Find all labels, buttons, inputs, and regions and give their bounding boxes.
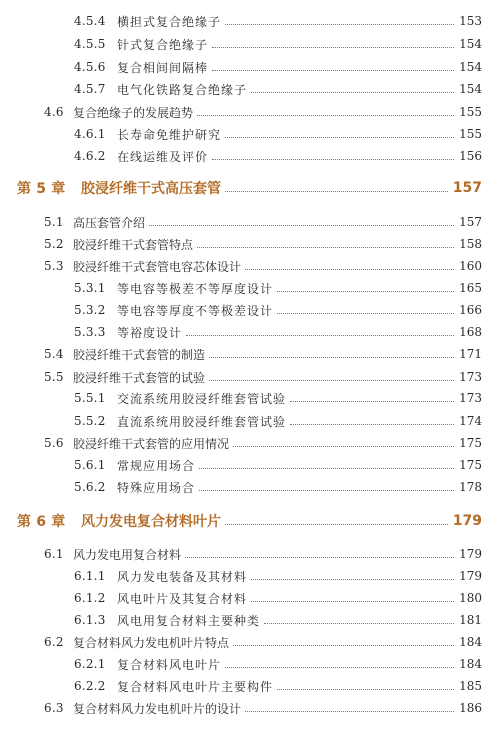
toc-subsection-entry [0,80,504,98]
toc-page-number: 180 [456,591,482,605]
toc-page-number: 179 [456,547,482,561]
toc-entry-title: 长寿命免维护研究 [117,127,222,142]
toc-entry-title: 在线运维及评价 [117,149,209,164]
toc-entry-title: 常规应用场合 [117,458,196,473]
dot-leader [225,190,448,192]
dot-leader [290,400,454,402]
dot-leader [225,136,454,138]
toc-page-number: 179 [456,569,482,583]
dot-leader [264,622,454,624]
dot-leader [212,69,454,71]
toc-subsection-entry [0,456,504,474]
toc-page-number: 171 [456,347,482,361]
toc-entry-number: 5.5.2 [74,414,106,428]
toc-entry-title: 复合材料风力发电机叶片特点 [73,635,230,650]
toc-entry-number: 6.2.1 [74,657,106,671]
toc-chapter-entry [0,176,504,200]
toc-page-number: 155 [456,105,482,119]
toc-page-number: 155 [456,127,482,141]
dot-leader [186,334,454,336]
toc-entry-number: 5.2 [44,237,64,251]
dot-leader [251,600,454,602]
toc-entry-title: 复合材料风力发电机叶片的设计 [73,701,242,716]
toc-page-number: 160 [456,259,482,273]
toc-section-entry [0,257,504,275]
toc-section-entry [0,103,504,121]
toc-subsection-entry [0,147,504,165]
toc-entry-title: 复合绝缘子的发展趋势 [73,105,194,120]
toc-entry-number: 4.6.2 [74,149,106,163]
toc-entry-title: 针式复合绝缘子 [117,37,209,52]
toc-entry-number: 5.3.2 [74,303,106,317]
toc-entry-number: 5.6.2 [74,480,106,494]
toc-entry-title: 复合材料风电叶片主要构件 [117,679,274,694]
toc-section-entry [0,633,504,651]
toc-entry-title: 高压套管介绍 [73,215,146,230]
dot-leader [277,290,454,292]
toc-page-number: 156 [456,149,482,163]
toc-entry-title: 胶浸纤维干式套管电容芯体设计 [73,259,242,274]
dot-leader [245,710,454,712]
dot-leader [277,688,454,690]
dot-leader [225,666,454,668]
toc-subsection-entry [0,567,504,585]
toc-entry-number: 4.5.5 [74,37,106,51]
toc-subsection-entry [0,611,504,629]
toc-entry-number: 4.6 [44,105,64,119]
toc-section-entry [0,699,504,717]
toc-page-number: 154 [456,60,482,74]
toc-entry-number: 5.1 [44,215,64,229]
dot-leader [290,423,454,425]
toc-subsection-entry [0,35,504,53]
toc-page-number: 174 [456,414,482,428]
toc-page-number: 168 [456,325,482,339]
toc-subsection-entry [0,389,504,407]
dot-leader [197,246,454,248]
toc-subsection-entry [0,589,504,607]
toc-subsection-entry [0,412,504,430]
dot-leader [225,23,454,25]
toc-page-number: 154 [456,82,482,96]
toc-entry-title: 等电容等厚度不等极差设计 [117,303,274,318]
toc-section-entry [0,235,504,253]
dot-leader [225,523,448,525]
toc-page-number: 158 [456,237,482,251]
toc-entry-number: 5.3.3 [74,325,106,339]
toc-entry-number: 6.2 [44,635,64,649]
toc-section-entry [0,368,504,386]
dot-leader [199,489,454,491]
dot-leader [197,114,454,116]
dot-leader [277,312,454,314]
toc-section-entry [0,213,504,231]
toc-subsection-entry [0,279,504,297]
toc-entry-title: 等裕度设计 [117,325,183,340]
toc-entry-number: 5.5.1 [74,391,106,405]
toc-entry-title: 电气化铁路复合绝缘子 [117,82,248,97]
dot-leader [209,356,454,358]
toc-page-number: 186 [456,701,482,715]
toc-page-number: 179 [450,513,482,529]
toc-subsection-entry [0,677,504,695]
toc-page-number: 175 [456,436,482,450]
toc-page-number: 178 [456,480,482,494]
toc-entry-title: 交流系统用胶浸纤维套管试验 [117,391,287,406]
toc-page-number: 184 [456,657,482,671]
dot-leader [212,46,454,48]
toc-entry-number: 第 6 章 [17,514,66,530]
toc-section-entry [0,345,504,363]
toc-entry-title: 风电叶片及其复合材料 [117,591,248,606]
dot-leader [251,91,454,93]
dot-leader [245,268,454,270]
toc-entry-title: 胶浸纤维干式套管的应用情况 [73,436,230,451]
toc-entry-title: 胶浸纤维干式套管的试验 [73,370,206,385]
toc-subsection-entry [0,655,504,673]
toc-entry-title: 风力发电装备及其材料 [117,569,248,584]
toc-entry-number: 第 5 章 [17,181,66,197]
toc-subsection-entry [0,58,504,76]
toc-entry-title: 复合材料风电叶片 [117,657,222,672]
toc-page-number: 173 [456,391,482,405]
toc-entry-number: 5.3.1 [74,281,106,295]
toc-entry-title: 风力发电用复合材料 [73,547,182,562]
toc-entry-title: 风力发电复合材料叶片 [81,511,223,531]
toc-page-number: 157 [450,180,482,196]
dot-leader [233,445,454,447]
toc-entry-number: 4.5.7 [74,82,106,96]
toc-entry-title: 风电用复合材料主要种类 [117,613,261,628]
toc-entry-title: 复合相间间隔棒 [117,60,209,75]
toc-page-number: 157 [456,215,482,229]
toc-entry-title: 胶浸纤维干式高压套管 [81,178,223,198]
toc-page-number: 184 [456,635,482,649]
dot-leader [149,224,454,226]
toc-entry-title: 胶浸纤维干式套管特点 [73,237,194,252]
dot-leader [199,467,454,469]
toc-chapter-entry [0,509,504,533]
toc-entry-number: 6.3 [44,701,64,715]
dot-leader [185,556,454,558]
toc-section-entry [0,434,504,452]
toc-subsection-entry [0,12,504,30]
toc-entry-number: 4.5.6 [74,60,106,74]
toc-entry-number: 6.2.2 [74,679,106,693]
toc-entry-number: 6.1.3 [74,613,106,627]
toc-subsection-entry [0,478,504,496]
toc-entry-title: 等电容等极差不等厚度设计 [117,281,274,296]
toc-entry-number: 4.6.1 [74,127,106,141]
toc-entry-number: 5.6.1 [74,458,106,472]
toc-page-number: 185 [456,679,482,693]
toc-page-number: 175 [456,458,482,472]
toc-entry-number: 5.4 [44,347,64,361]
toc-subsection-entry [0,323,504,341]
dot-leader [209,379,454,381]
toc-page-number: 181 [456,613,482,627]
toc-subsection-entry [0,125,504,143]
toc-page-number: 153 [456,14,482,28]
toc-entry-title: 横担式复合绝缘子 [117,14,222,29]
toc-entry-number: 6.1 [44,547,64,561]
toc-page-number: 173 [456,370,482,384]
toc-entry-number: 4.5.4 [74,14,106,28]
toc-subsection-entry [0,301,504,319]
toc-entry-title: 直流系统用胶浸纤维套管试验 [117,414,287,429]
dot-leader [251,578,454,580]
dot-leader [233,644,454,646]
toc-entry-title: 特殊应用场合 [117,480,196,495]
toc-entry-number: 6.1.2 [74,591,106,605]
toc-entry-number: 6.1.1 [74,569,106,583]
dot-leader [212,158,454,160]
toc-entry-number: 5.3 [44,259,64,273]
toc-section-entry [0,545,504,563]
toc-page-number: 165 [456,281,482,295]
toc-entry-title: 胶浸纤维干式套管的制造 [73,347,206,362]
toc-entry-number: 5.5 [44,370,64,384]
toc-page-number: 154 [456,37,482,51]
toc-page-number: 166 [456,303,482,317]
toc-entry-number: 5.6 [44,436,64,450]
